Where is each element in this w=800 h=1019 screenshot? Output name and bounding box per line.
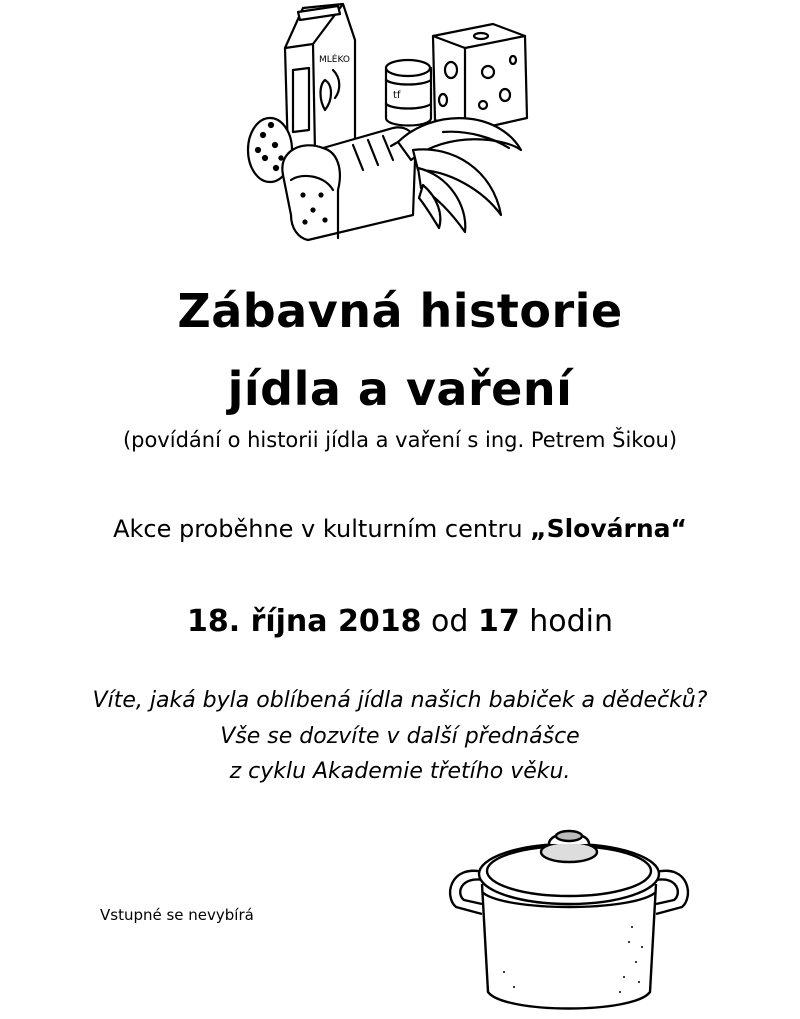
cheese-icon [433, 24, 527, 132]
svg-text:tf: tf [393, 90, 401, 101]
venue-prefix: Akce proběhne v kulturním centru [113, 515, 531, 543]
poster-title-line-2: jídla a vaření [227, 362, 573, 416]
datetime-from: od [421, 604, 478, 639]
event-datetime [0, 604, 800, 639]
can-icon [386, 60, 431, 126]
entry-fee-note: Vstupné se nevybírá [100, 906, 254, 924]
milk-carton-icon [285, 4, 355, 155]
event-date: 18. října 2018 [186, 604, 422, 639]
milk-carton-label: MLÉKO [319, 55, 350, 65]
poster-title-line-1: Zábavná historie [177, 284, 623, 338]
question-line: Víte, jaká byla oblíbená jídla našich babiček a dědečků? [92, 688, 708, 713]
venue-line [0, 514, 800, 543]
cooking-pot-icon [444, 822, 694, 1017]
event-hour: 17 [477, 604, 520, 639]
poster-subtitle: (povídání o historii jídla a vaření s ing. Petrem Šikou) [122, 428, 678, 452]
venue-name: „Slovárna“ [530, 514, 687, 543]
question-line: z cyklu Akademie třetího věku. [229, 759, 571, 784]
question-line: Vše se dozvíte v další přednášce [220, 724, 580, 749]
groceries-illustration [243, 0, 543, 245]
datetime-unit: hodin [519, 604, 614, 639]
